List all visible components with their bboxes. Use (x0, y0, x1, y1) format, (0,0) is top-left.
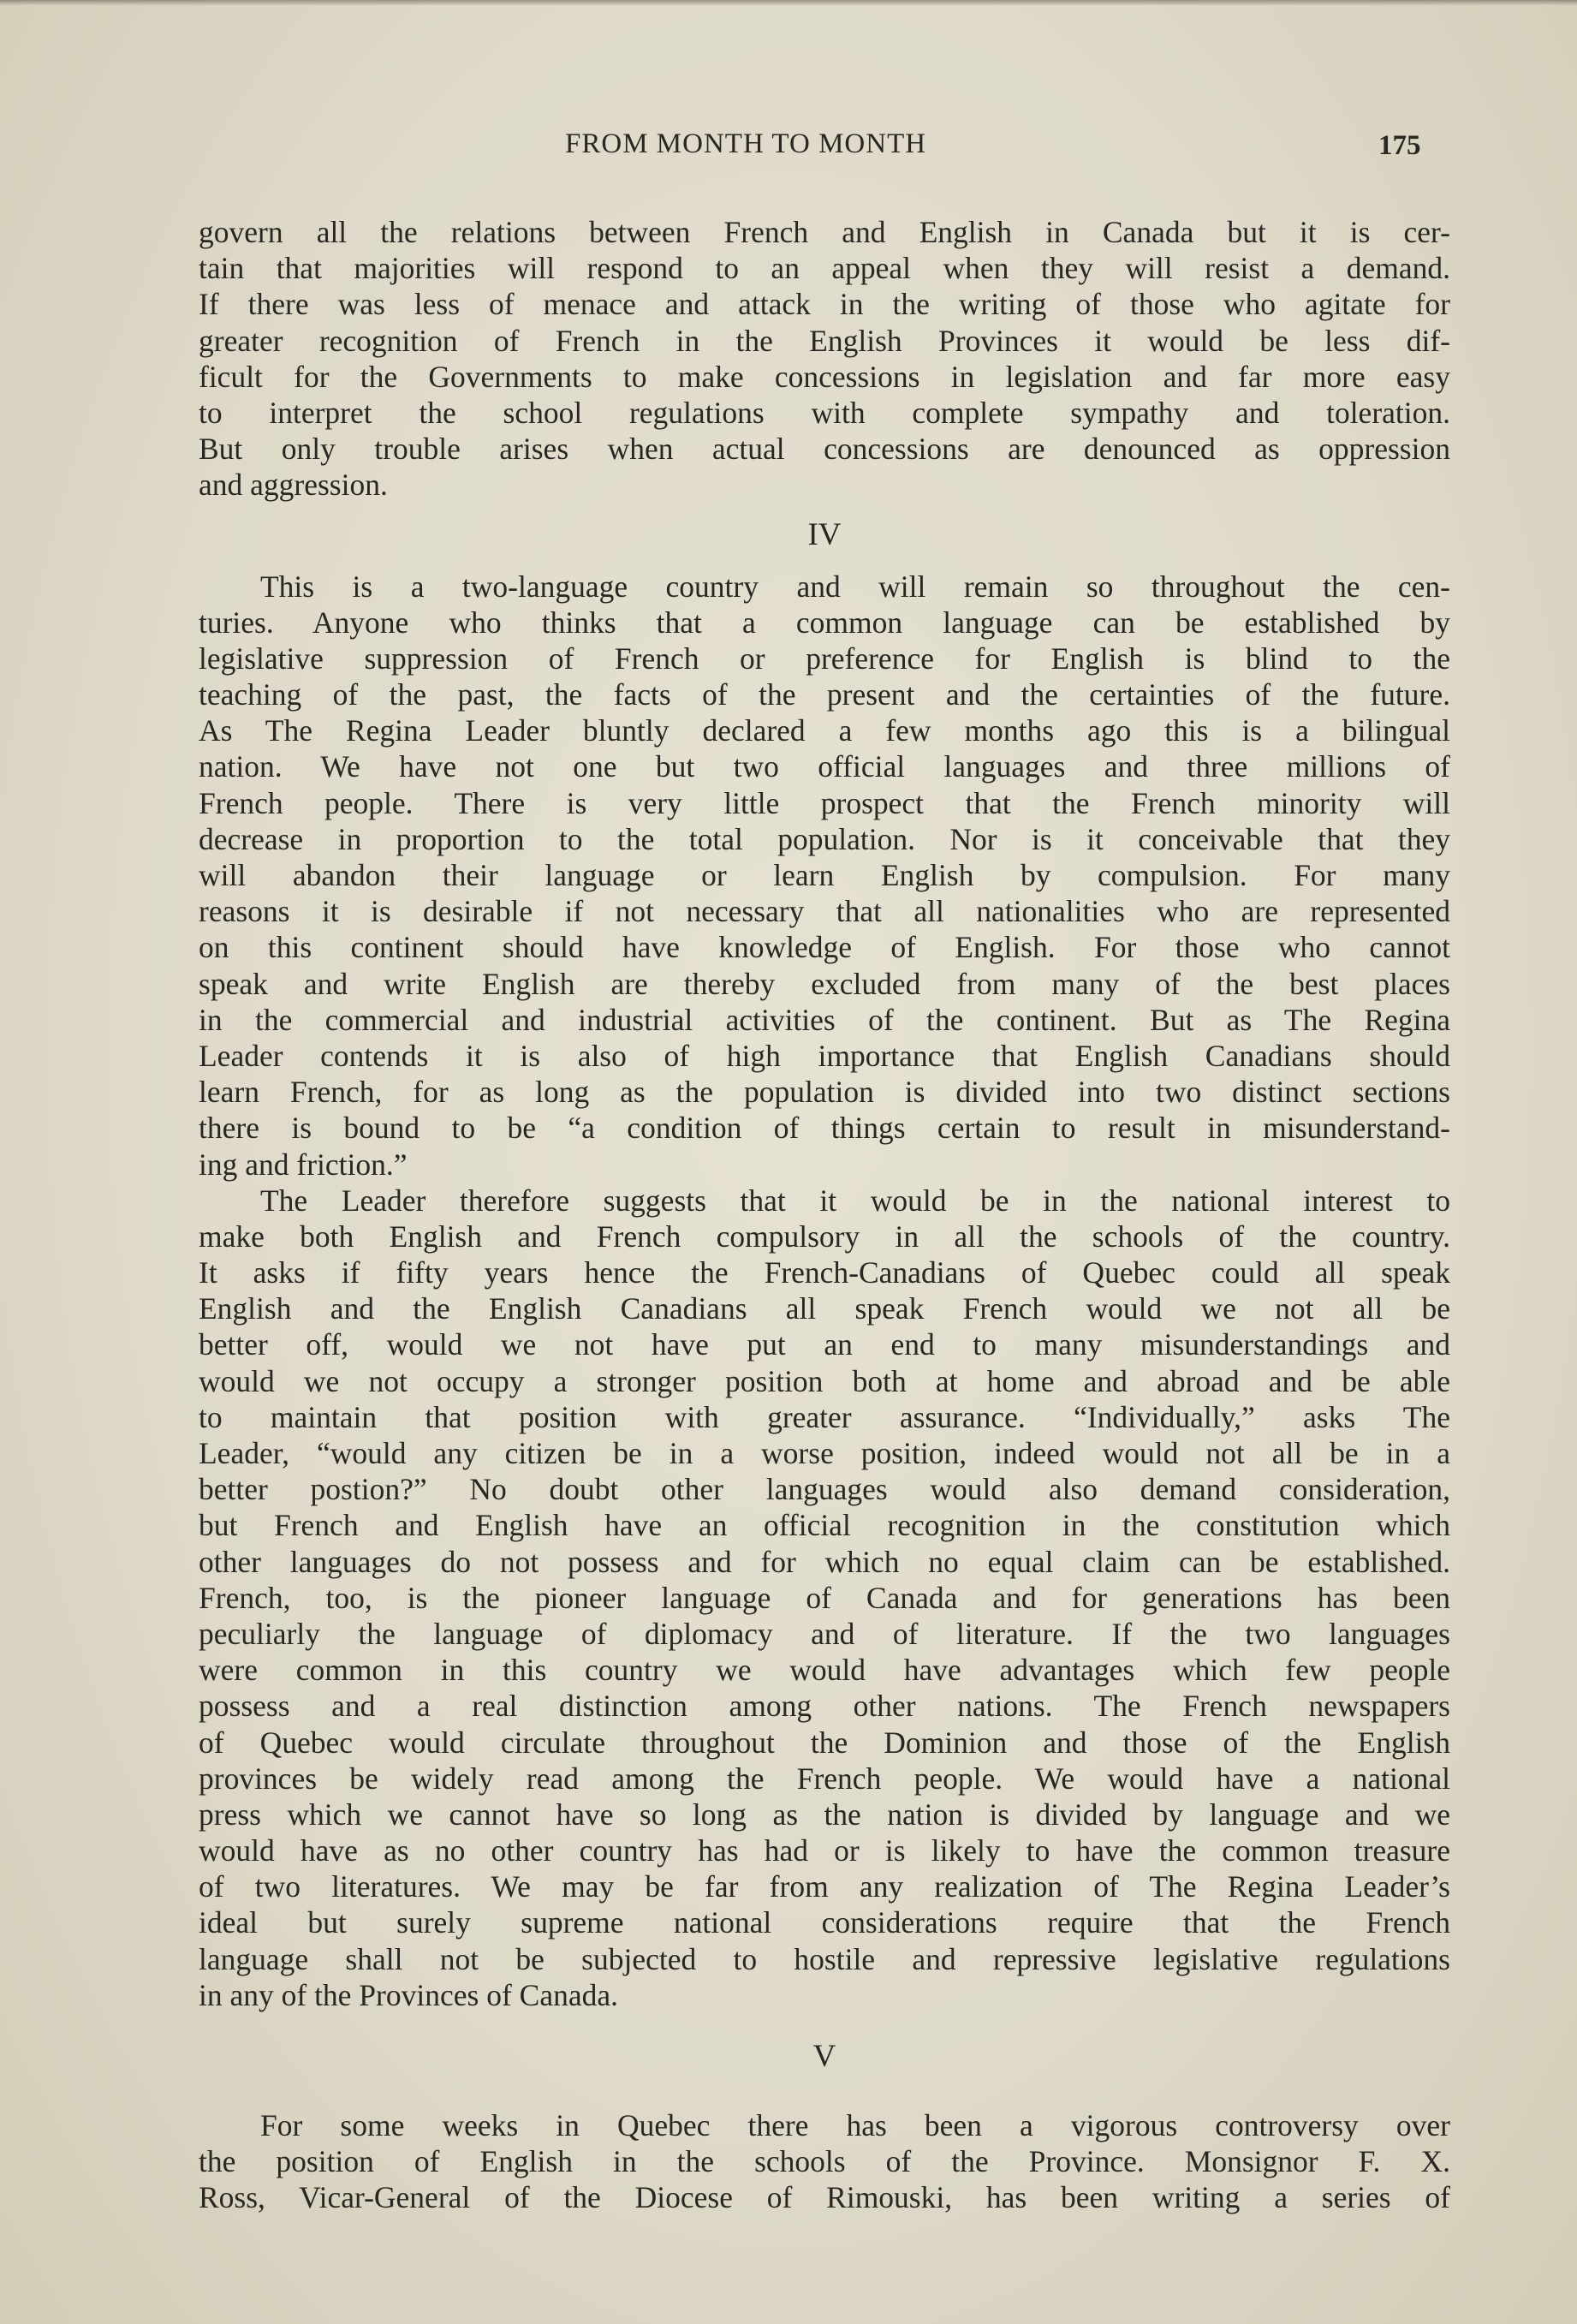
text-line: Leader contends it is also of high importance that English Canadians should (199, 1038, 1450, 1073)
text-line: to interpret the school regulations with complete sympathy and toleration. (199, 395, 1450, 430)
section-v-paragraph-1 (199, 2107, 1450, 2216)
text-line: Leader, “would any citizen be in a worse position, indeed would not all be in a (199, 1436, 1450, 1470)
text-line: there is bound to be “a condition of things certain to result in misunderstand- (199, 1111, 1450, 1146)
text-line: French people. There is very little prospect that the French minority will (199, 785, 1450, 820)
text-line: in any of the Provinces of Canada. (199, 1977, 618, 2012)
text-line: legislative suppression of French or preference for English is blind to the (199, 641, 1450, 676)
text-line: turies. Anyone who thinks that a common language can be established by (199, 605, 1450, 640)
paragraph-continued (199, 214, 1450, 504)
text-line: but French and English have an official recognition in the constitution which (199, 1508, 1450, 1543)
text-line: will abandon their language or learn English by compulsion. For many (199, 858, 1450, 892)
text-line: press which we cannot have so long as the nation is divided by language and we (199, 1797, 1450, 1832)
text-line: possess and a real distinction among other nations. The French newspapers (199, 1689, 1450, 1724)
section-iv-paragraph-2 (199, 1183, 1450, 2013)
article-body (199, 214, 1450, 2216)
text-line: would have as no other country has had or is likely to have the common treasure (199, 1833, 1450, 1868)
text-line: tain that majorities will respond to an appeal when they will resist a demand. (199, 251, 1450, 286)
text-line: It asks if fifty years hence the French-Canadians of Quebec could all speak (199, 1255, 1450, 1290)
text-line: French, too, is the pioneer language of Canada and for generations has been (199, 1580, 1450, 1615)
text-line: Ross, Vicar-General of the Diocese of Rimouski, has been writing a series of (199, 2180, 1450, 2215)
text-line: ideal but surely supreme national considerations require that the French (199, 1905, 1450, 1940)
text-line: decrease in proportion to the total population. Nor is it conceivable that they (199, 821, 1450, 856)
section-iv-paragraph-1 (199, 569, 1450, 1183)
text-line: This is a two-language country and will remain so throughout the cen- (260, 569, 1450, 604)
text-line: greater recognition of French in the English Provinces it would be less dif- (199, 323, 1450, 358)
text-line: speak and write English are thereby excluded from many of the best places (199, 966, 1450, 1001)
section-heading-v: V (812, 2039, 836, 2074)
text-line: ing and friction.” (199, 1147, 408, 1182)
text-line: nation. We have not one but two official languages and three millions of (199, 749, 1450, 784)
text-line: the position of English in the schools of the Province. Monsignor F. X. (199, 2144, 1450, 2179)
text-line: of Quebec would circulate throughout the Dominion and those of the English (199, 1725, 1450, 1760)
text-line: better off, would we not have put an end to many misunderstandings and (199, 1327, 1450, 1362)
text-line: But only trouble arises when actual concessions are denounced as oppression (199, 432, 1450, 467)
text-line: ficult for the Governments to make concessions in legislation and far more easy (199, 359, 1450, 394)
text-line: language shall not be subjected to hostile and repressive legislative regulations (199, 1941, 1450, 1976)
text-line: on this continent should have knowledge of English. For those who cannot (199, 930, 1450, 965)
text-line: As The Regina Leader bluntly declared a few months ago this is a bilingual (199, 713, 1450, 748)
text-line: and aggression. (199, 468, 388, 503)
text-line: were common in this country we would have advantages which few people (199, 1653, 1450, 1688)
text-line: provinces be widely read among the French people. We would have a national (199, 1761, 1450, 1796)
text-line: of two literatures. We may be far from any realization of The Regina Leader’s (199, 1869, 1450, 1904)
text-line: English and the English Canadians all speak French would we not all be (199, 1291, 1450, 1326)
running-title: FROM MONTH TO MONTH (565, 128, 927, 159)
text-line: The Leader therefore suggests that it would be in the national interest to (260, 1183, 1450, 1218)
text-line: would we not occupy a stronger position both at home and abroad and be able (199, 1363, 1450, 1398)
page-number: 175 (1378, 130, 1421, 161)
section-heading-iv: IV (807, 516, 842, 552)
text-line: other languages do not possess and for which no equal claim can be established. (199, 1544, 1450, 1579)
running-header (0, 128, 1577, 171)
page-top-edge (0, 0, 1577, 5)
text-line: to maintain that position with greater assurance. “Individually,” asks The (199, 1399, 1450, 1434)
text-line: in the commercial and industrial activities of the continent. But as The Regina (199, 1002, 1450, 1037)
text-line: peculiarly the language of diplomacy and of literature. If the two languages (199, 1616, 1450, 1651)
text-line: better postion?” No doubt other languages would also demand consideration, (199, 1472, 1450, 1507)
text-line: govern all the relations between French and English in Canada but it is cer- (199, 215, 1450, 249)
text-line: reasons it is desirable if not necessary that all nationalities who are represented (199, 894, 1450, 929)
text-line: make both English and French compulsory in all the schools of the country. (199, 1219, 1450, 1254)
text-line: teaching of the past, the facts of the present and the certainties of the future. (199, 677, 1450, 712)
text-line: learn French, for as long as the population is divided into two distinct sections (199, 1075, 1450, 1110)
text-line: If there was less of menace and attack in the writing of those who agitate for (199, 287, 1450, 322)
text-line: For some weeks in Quebec there has been a vigorous controversy over (260, 2108, 1450, 2142)
